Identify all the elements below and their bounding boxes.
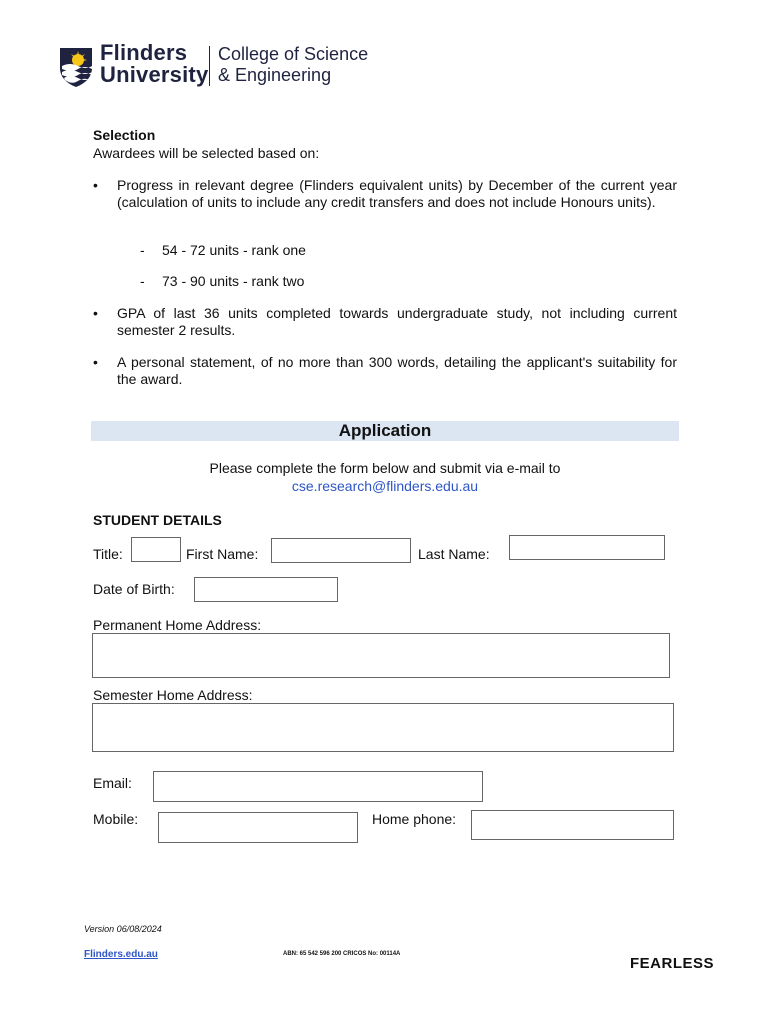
website-link[interactable]: Flinders.edu.au (84, 949, 158, 960)
application-heading: Application (338, 421, 432, 440)
bullet-icon: • (93, 177, 98, 193)
title-label: Title: (93, 546, 123, 562)
permanent-address-field[interactable] (92, 633, 670, 678)
abn-cricos-text: ABN: 65 542 596 200 CRICOS No: 00114A (283, 951, 401, 957)
dash-icon: - (140, 242, 145, 258)
bullet-text: GPA of last 36 units completed towards undergraduate study, not including current semester 2 results. (117, 305, 677, 338)
permanent-address-label: Permanent Home Address: (93, 617, 262, 633)
dob-field[interactable] (194, 577, 338, 602)
mobile-label: Mobile: (93, 811, 139, 827)
version-text: Version 06/08/2024 (84, 924, 162, 934)
email-field[interactable] (153, 771, 483, 802)
dob-label: Date of Birth: (93, 581, 175, 597)
semester-address-field[interactable] (92, 703, 674, 752)
university-name: Flinders University (100, 40, 209, 87)
bullet-text: Progress in relevant degree (Flinders equivalent units) by December of the current year (calculation of units to include any credit transfers and does not include Honours units). (117, 177, 677, 210)
home-phone-field[interactable] (471, 810, 674, 840)
bullet-icon: • (93, 354, 98, 370)
logo-divider (209, 46, 210, 86)
last-name-field[interactable] (509, 535, 665, 560)
submission-email-link[interactable]: cse.research@flinders.edu.au (291, 478, 479, 494)
selection-intro: Awardees will be selected based on: (93, 145, 320, 161)
fearless-tagline: FEARLESS (630, 955, 715, 972)
college-name: College of Science & Engineering (218, 44, 369, 85)
sub-item-text: 54 - 72 units - rank one (162, 242, 306, 258)
title-field[interactable] (131, 537, 181, 562)
dash-icon: - (140, 273, 145, 289)
student-details-heading: STUDENT DETAILS (93, 512, 222, 528)
bullet-text: A personal statement, of no more than 300 words, detailing the applicant's suitability for the award. (117, 354, 677, 387)
first-name-label: First Name: (186, 546, 259, 562)
flinders-logo (58, 40, 378, 90)
sub-item-text: 73 - 90 units - rank two (162, 273, 305, 289)
first-name-field[interactable] (271, 538, 411, 563)
selection-heading: Selection (93, 127, 156, 143)
mobile-field[interactable] (158, 812, 358, 843)
bullet-icon: • (93, 305, 98, 321)
semester-address-label: Semester Home Address: (93, 687, 253, 703)
application-instruction: Please complete the form below and submit via e-mail to (209, 460, 561, 476)
last-name-label: Last Name: (418, 546, 490, 562)
home-phone-label: Home phone: (372, 811, 457, 827)
email-label: Email: (93, 775, 132, 791)
flinders-crest-icon (58, 46, 94, 88)
